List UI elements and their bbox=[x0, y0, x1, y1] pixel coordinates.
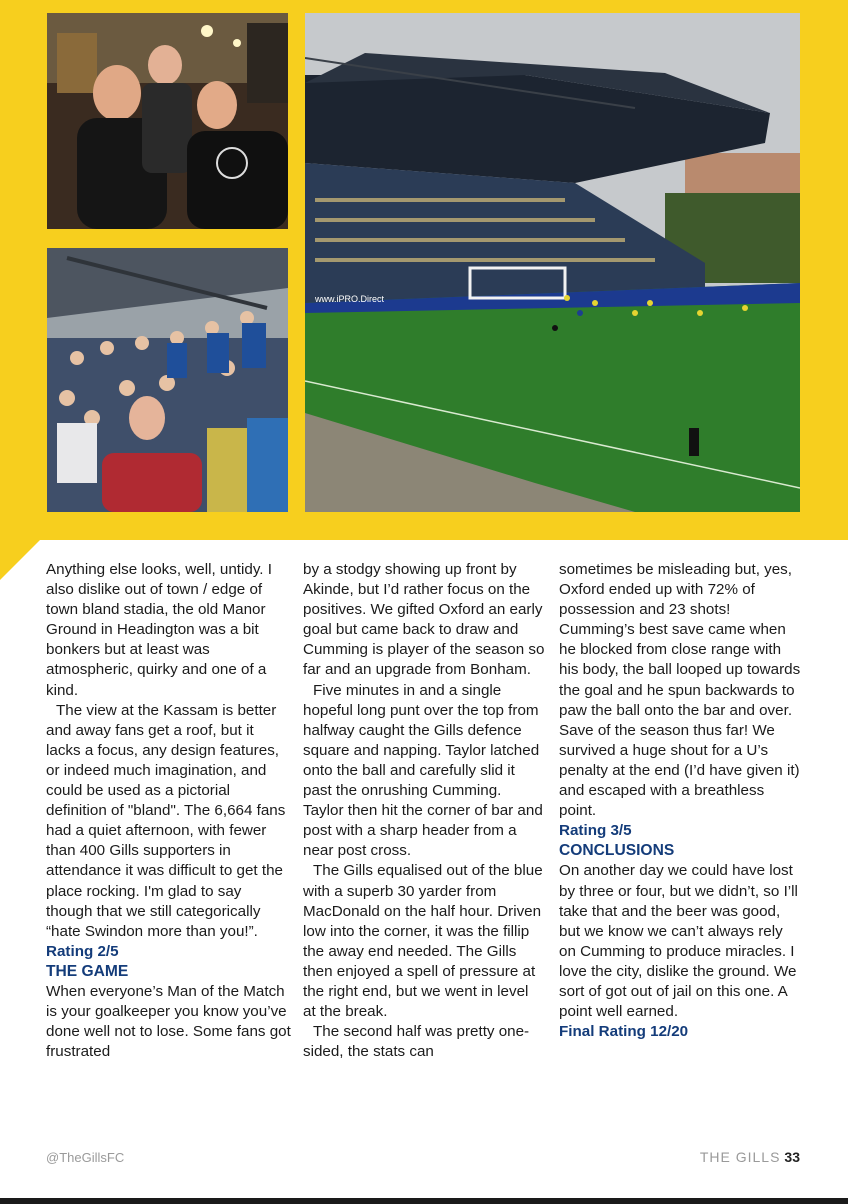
col3-paragraph-2: On another day we could have lost by three or four, but we didn’t, so I’ll take that and the beer was good, but we know we can’t always rely on Cumming to produce miracles. I love the city, dislike the ground. We sort of got out of jail on this one. A point well earned. bbox=[559, 862, 798, 1021]
twitter-handle: @TheGillsFC bbox=[46, 1150, 125, 1165]
ad-board-text: www.iPRO.Direct bbox=[315, 294, 385, 304]
rating-game: Rating 3/5 bbox=[559, 822, 632, 840]
article-column-1 bbox=[46, 560, 291, 1062]
magazine-name: THE GILLS bbox=[699, 1149, 781, 1165]
page-number: 33 bbox=[784, 1149, 800, 1165]
final-rating: Final Rating 12/20 bbox=[559, 1023, 689, 1041]
stadium-match-photo bbox=[305, 13, 800, 512]
fans-stand-photo bbox=[47, 248, 288, 512]
col1-paragraph-1: Anything else looks, well, untidy. I also dislike out of town / edge of town bland stadia, the old Manor Ground in Headington was a bit bonkers but at least was atmospheric, quirky and one of a kind. bbox=[46, 561, 272, 699]
col2-paragraph-4: The second half was pretty one-sided, the stats can bbox=[303, 1023, 530, 1061]
col2-paragraph-1: by a stodgy showing up front by Akinde, but I’d rather focus on the positives. We gifted Oxford an early goal but came back to draw and Cumming is player of the season so far and an upgrade from Bonham. bbox=[303, 561, 545, 679]
article-column-3 bbox=[559, 560, 802, 1042]
bottom-edge-bar bbox=[0, 1198, 848, 1204]
col2-paragraph-3: The Gills equalised out of the blue with a superb 30 yarder from MacDonald on the half hour. Driven low into the corner, it was the fillip the away end needed. The Gills then enjoyed a spell of pressure at the right end, but we went in level at the break. bbox=[303, 862, 543, 1021]
article-column-2 bbox=[303, 560, 545, 1062]
section-heading-conclusions: CONCLUSIONS bbox=[559, 842, 675, 860]
col1-paragraph-2: The view at the Kassam is better and away fans get a roof, but it lacks a focus, any design features, or indeed much imagination, and could be used as a pictorial definition of "bland". The 6,664 fans had a quiet afternoon, with fewer than 400 Gills supporters in attendance it was difficult to get the place rocking. I'm glad to say though that we still categorically “hate Swindon more than you!”. bbox=[46, 701, 286, 940]
section-heading-the-game: THE GAME bbox=[46, 962, 129, 980]
col2-paragraph-2: Five minutes in and a single hopeful long punt over the top from halfway caught the Gills defence square and napping. Taylor latched onto the ball and carefully slid it past the onrushing Cumming. Taylor then hit the corner of bar and post with a sharp header from a near post cross. bbox=[303, 681, 543, 860]
fans-pub-photo bbox=[47, 13, 288, 229]
col3-paragraph-1: sometimes be misleading but, yes, Oxford ended up with 72% of possession and 23 shots! Cumming’s best save came when he blocked from close range with his body, the ball looped up towards the goal and he spun backwards to paw the ball onto the bar and over. Save of the season thus far! We survived a huge shout for a U’s penalty at the end (I’d have given it) and escaped with a breathless point. bbox=[559, 561, 801, 820]
page-footer bbox=[700, 1149, 800, 1165]
rating-stadium: Rating 2/5 bbox=[46, 942, 119, 960]
col1-paragraph-3: When everyone’s Man of the Match is your goalkeeper you know you’ve done well not to lose. Some fans got frustrated bbox=[46, 982, 291, 1061]
